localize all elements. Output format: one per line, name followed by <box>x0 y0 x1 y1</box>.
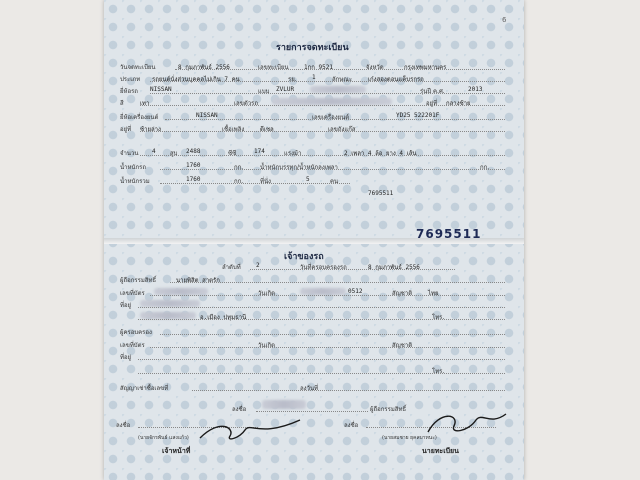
address-line-2: อ.เมือง ปทุมธานี <box>200 314 247 321</box>
engine-no-value: YD25 522201F <box>396 112 440 119</box>
color-value: เทา <box>140 100 150 107</box>
year-label: รุ่นปี ค.ศ. <box>420 88 445 95</box>
redacted-chassis <box>272 98 392 105</box>
id2-label: เลขที่บัตร <box>120 342 145 349</box>
chassis-pos-label: อยู่ที่ <box>426 100 438 107</box>
seats-label: ที่นั่ง <box>260 178 271 185</box>
type-label: ประเภท <box>120 76 141 83</box>
registrar-sign-label: ลงชื่อ <box>344 422 359 429</box>
plate-value: 1กก 9521 <box>304 64 333 71</box>
total-weight-value: 1760 <box>186 176 201 183</box>
load-label: น้ำหนักบรรทุก/น้ำหนักลงเพลา <box>260 164 338 171</box>
address-label: ที่อยู่ <box>120 302 132 309</box>
page-number: 6 <box>502 16 507 24</box>
bore-label: สูบ <box>170 150 178 157</box>
fuel-value: ดีเซล <box>260 126 274 133</box>
serial-small: 7695511 <box>368 190 394 197</box>
redacted-id <box>154 288 208 295</box>
province-value: กรุงเทพมหานคร <box>404 64 447 71</box>
reg-date-value: 8 กุมภาพันธ์ 2556 <box>178 64 230 71</box>
possess-date-value: 8 กุมภาพันธ์ 2556 <box>368 264 420 271</box>
model-label: แบบ <box>258 88 270 95</box>
gas-tank-label: เลขถังแก๊ส <box>328 126 356 133</box>
redacted-address <box>140 300 200 307</box>
dotted-line <box>138 319 505 320</box>
officer-signature <box>190 408 310 448</box>
redacted-address-2 <box>140 312 196 319</box>
phone2-label: โทร. <box>432 368 445 375</box>
dotted-line <box>138 373 505 374</box>
dotted-line <box>150 347 505 348</box>
fuel-label: เชื้อเพลิง <box>222 126 245 133</box>
hp-value: 174 <box>254 148 265 155</box>
nationality-label: สัญชาติ <box>392 290 413 297</box>
owner-sign-role: ผู้ถือกรรมสิทธิ์ <box>370 406 407 413</box>
nationality2-label: สัญชาติ <box>392 342 413 349</box>
dob2-label: วันเกิด <box>258 342 276 349</box>
engine-pos-label: อยู่ที่ <box>120 126 132 133</box>
total-weight-label: น้ำหนักรวม <box>120 178 150 185</box>
address2-label: ที่อยู่ <box>120 354 132 361</box>
class-value: 1 <box>312 74 316 81</box>
registrar-printed-name: (นายสมชาย ยุคลบาทนะ) <box>382 435 437 441</box>
dotted-line <box>140 155 505 156</box>
brand-value: NISSAN <box>150 86 172 93</box>
officer-sign-label: ลงชื่อ <box>116 422 131 429</box>
cyl-label: จำนวน <box>120 150 139 157</box>
owner-name: นายพิสิต สาตรัก <box>176 277 220 284</box>
registration-title: รายการจดทะเบียน <box>276 43 349 53</box>
order-label: ลำดับที่ <box>222 264 241 271</box>
hp-label: แรงม้า <box>284 150 302 157</box>
load-unit: กก. <box>480 164 490 171</box>
engine-brand-label: ยี่ห้อเครื่องยนต์ <box>120 114 159 121</box>
class-label: รย. <box>288 76 297 83</box>
style-label: ลักษณะ <box>332 76 353 83</box>
dotted-line <box>165 119 505 120</box>
redacted-dob <box>300 288 346 295</box>
dob-label: วันเกิด <box>258 290 276 297</box>
dotted-line <box>138 359 505 360</box>
dotted-line <box>160 183 350 184</box>
registrar-caption: นายทะเบียน <box>422 447 459 455</box>
color-label: สี <box>120 100 124 107</box>
dotted-line <box>140 105 505 106</box>
possessor-label: ผู้ครอบครอง <box>120 329 152 336</box>
chassis-pos-value: กลางซ้าย <box>446 100 471 107</box>
seats-value: 5 <box>306 176 310 183</box>
model-value: ZVLUR <box>276 86 295 93</box>
possess-date-label: วันที่ครอบครองรถ <box>300 264 347 271</box>
dotted-line <box>160 169 505 170</box>
registrar-signature <box>420 404 510 440</box>
contract-date-label: ลงวันที่ <box>300 385 319 392</box>
phone-label: โทร. <box>432 314 445 321</box>
cc-value: 2488 <box>186 148 201 155</box>
seats-unit: คน <box>330 178 339 185</box>
dotted-line <box>138 307 505 308</box>
dotted-line <box>170 282 505 283</box>
engine-brand-value: NISSAN <box>196 112 218 119</box>
cyl-value: 4 <box>152 148 156 155</box>
total-weight-unit: กก. <box>234 178 244 185</box>
weight-value: 1760 <box>186 162 201 169</box>
weight-unit: กก. <box>234 164 244 171</box>
engine-pos-value: ซ้ายล่าง <box>140 126 161 133</box>
contract-label: สัญญาเช่าซื้อเลขที่ <box>120 385 169 392</box>
id-tail: 0512 <box>348 288 363 295</box>
nationality-value: ไทย <box>428 290 439 297</box>
redacted-model <box>310 86 366 93</box>
year-value: 2013 <box>468 86 483 93</box>
dotted-line <box>175 69 505 70</box>
order-value: 2 <box>256 262 260 269</box>
owner-sign-label: ลงชื่อ <box>232 406 247 413</box>
owner-section-title: เจ้าของรถ <box>284 252 324 262</box>
officer-caption: เจ้าหน้าที่ <box>162 447 191 455</box>
dotted-line <box>250 269 455 270</box>
dotted-line <box>150 93 505 94</box>
type-value: รถยนต์นั่งส่วนบุคคลไม่เกิน 7 คน <box>152 76 240 83</box>
dotted-line <box>192 390 505 391</box>
engine-no-label: เลขเครื่องยนต์ <box>312 114 350 121</box>
owner-label: ผู้ถือกรรมสิทธิ์ <box>120 277 157 284</box>
plate-label: เลขทะเบียน <box>258 64 289 71</box>
style-value: เก๋งสองตอนแค็บรกรถ <box>368 76 424 83</box>
id-label: เลขที่บัตร <box>120 290 145 297</box>
brand-label: ยี่ห้อรถ <box>120 88 138 95</box>
officer-printed-name: (นายจักรพันธ์ แสงแก้ว) <box>138 435 189 441</box>
dotted-line <box>150 295 505 296</box>
chassis-label: เลขตัวรถ <box>234 100 258 107</box>
serial-number-big: 7695511 <box>416 227 482 241</box>
dotted-line <box>160 334 505 335</box>
province-label: จังหวัด <box>366 64 384 71</box>
dotted-line <box>140 131 505 132</box>
axle-value: 2 เพลา 4 ล้อ ยาง 4 เส้น <box>344 150 417 157</box>
reg-date-label: วันจดทะเบียน <box>120 64 156 71</box>
weight-label: น้ำหนักรถ <box>120 164 147 171</box>
dotted-line <box>150 81 505 82</box>
cc-label: ซีซี <box>228 150 237 157</box>
